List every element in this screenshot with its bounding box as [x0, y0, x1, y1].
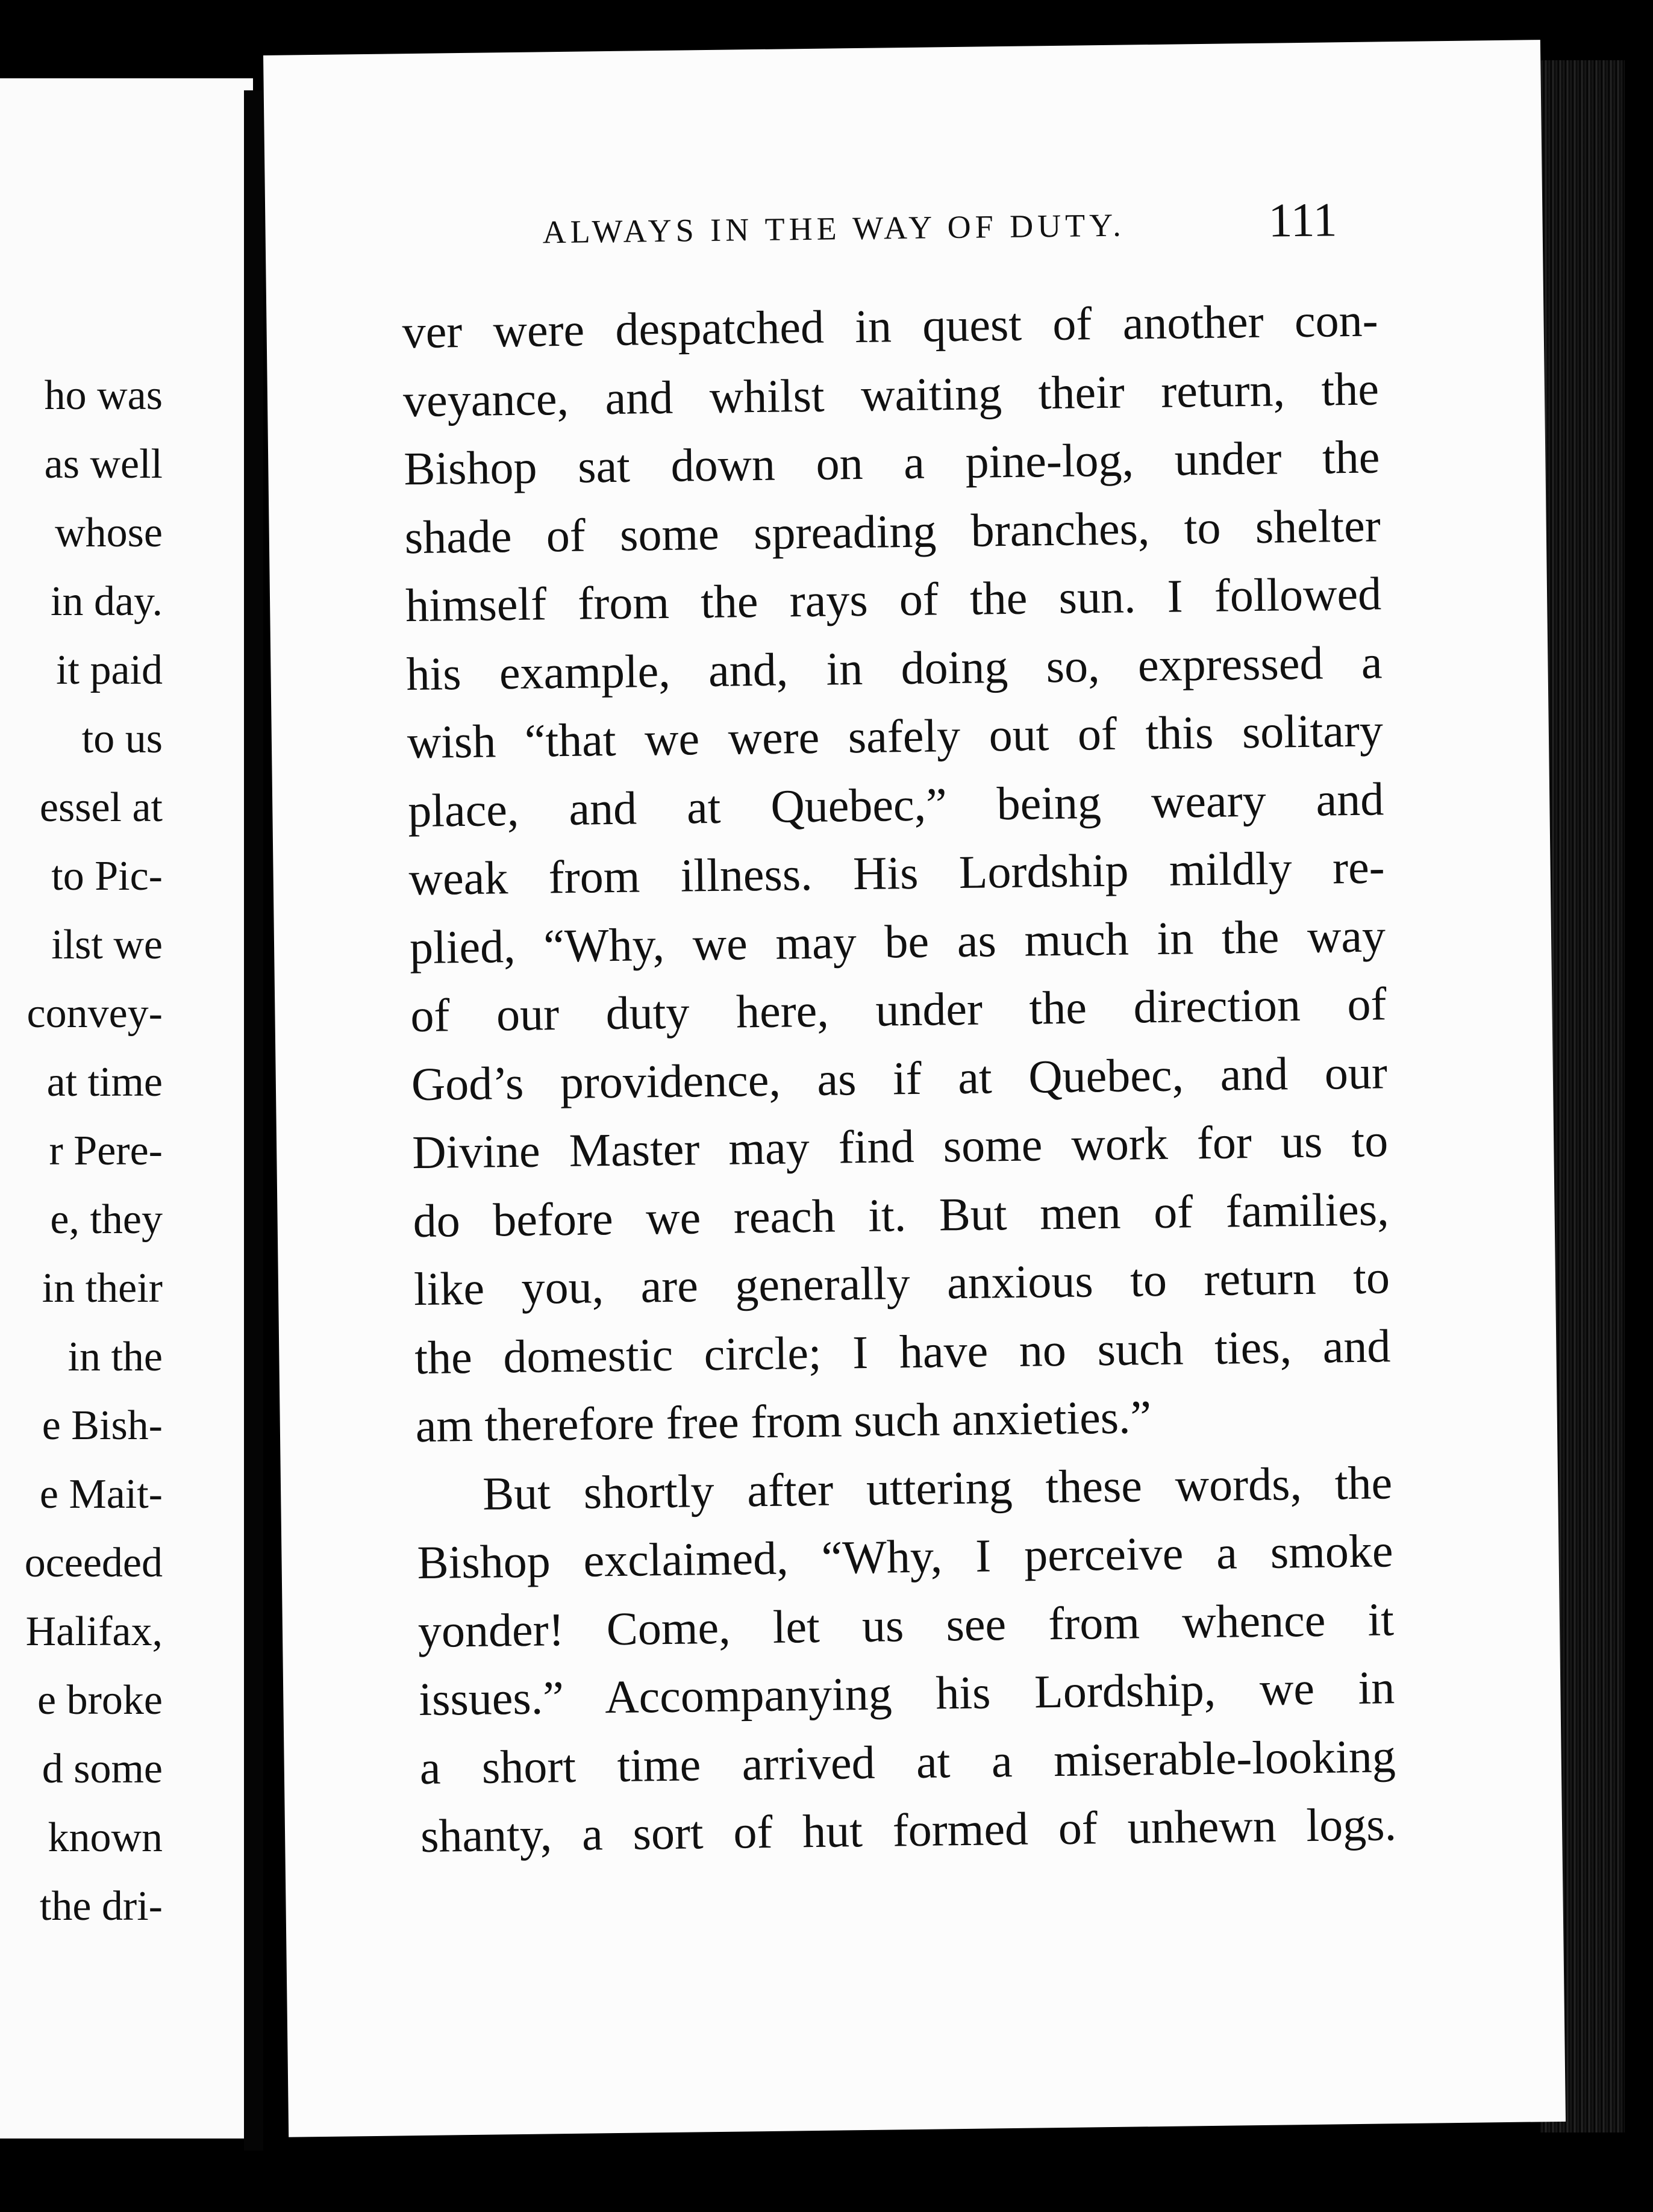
text-line: am therefore free from such anxieties.” [415, 1390, 1152, 1452]
left-line: ilst we [51, 922, 163, 968]
text-line: like you, are generally anxious to return to [413, 1251, 1390, 1316]
text-line: But shortly after uttering these words, the [482, 1455, 1393, 1520]
left-line: in day. [51, 578, 163, 625]
left-line: e Bish- [42, 1402, 163, 1449]
text-line: yonder! Come, let us see from whence it [417, 1592, 1395, 1657]
text-line: his example, and, in doing so, expressed a [406, 635, 1383, 700]
text-line: Bishop exclaimed, “Why, I perceive a smoke [417, 1524, 1393, 1589]
left-line: d some [42, 1746, 163, 1792]
text-line: shade of some spreading branches, to shelter [404, 498, 1381, 563]
right-page [263, 40, 1566, 2137]
left-line: e, they [50, 1196, 163, 1243]
running-head: ALWAYS IN THE WAY OF DUTY. [542, 207, 1126, 251]
left-line: ho was [44, 372, 163, 419]
left-line: as well [44, 441, 163, 487]
left-line: convey- [27, 990, 163, 1037]
page-number: 111 [1267, 193, 1338, 248]
book-gutter [244, 90, 263, 2151]
left-line: e broke [37, 1677, 163, 1723]
text-line: God’s providence, as if at Quebec, and our [411, 1045, 1388, 1110]
left-line: Halifax, [25, 1608, 163, 1655]
left-line: whose [55, 510, 163, 556]
text-line: Bishop sat down on a pine-log, under the [403, 430, 1380, 495]
text-line: of our duty here, under the direction of [410, 977, 1387, 1042]
left-line: oceeded [24, 1540, 163, 1586]
left-line: to Pic- [51, 853, 163, 899]
text-line: weak from illness. His Lordship mildly re- [408, 840, 1386, 905]
text-line: Divine Master may find some work for us to [411, 1114, 1389, 1179]
left-line: the dri- [39, 1883, 163, 1929]
left-line: r Pere- [49, 1128, 163, 1174]
left-line: at time [46, 1059, 163, 1105]
left-line: in the [67, 1334, 163, 1380]
text-line: a short time arrived at a miserable-looking [419, 1729, 1396, 1794]
left-line: e Mait- [39, 1471, 163, 1517]
left-page-text [0, 361, 163, 1941]
text-line: veyance, and whilst waiting their return, the [402, 361, 1380, 426]
left-line: essel at [39, 784, 163, 831]
left-line: in their [42, 1265, 163, 1311]
left-line: it paid [56, 647, 163, 693]
text-line: ver were despatched in quest of another con- [402, 293, 1379, 358]
text-line: shanty, a sort of hut formed of unhewn logs. [420, 1798, 1397, 1863]
text-line: issues.” Accompanying his Lordship, we in [418, 1661, 1395, 1726]
text-line: place, and at Quebec,” being weary and [407, 772, 1384, 837]
left-line: known [48, 1814, 163, 1861]
body-text [402, 286, 1397, 1870]
text-line: himself from the rays of the sun. I followed [405, 567, 1382, 632]
left-line: to us [81, 716, 163, 762]
text-line: plied, “Why, we may be as much in the way [409, 908, 1386, 973]
text-line: the domestic circle; I have no such ties, and [414, 1319, 1391, 1384]
text-line: do before we reach it. But men of families, [413, 1182, 1390, 1247]
left-page [0, 78, 253, 2139]
text-line: wish “that we were safely out of this solitary [407, 704, 1384, 769]
